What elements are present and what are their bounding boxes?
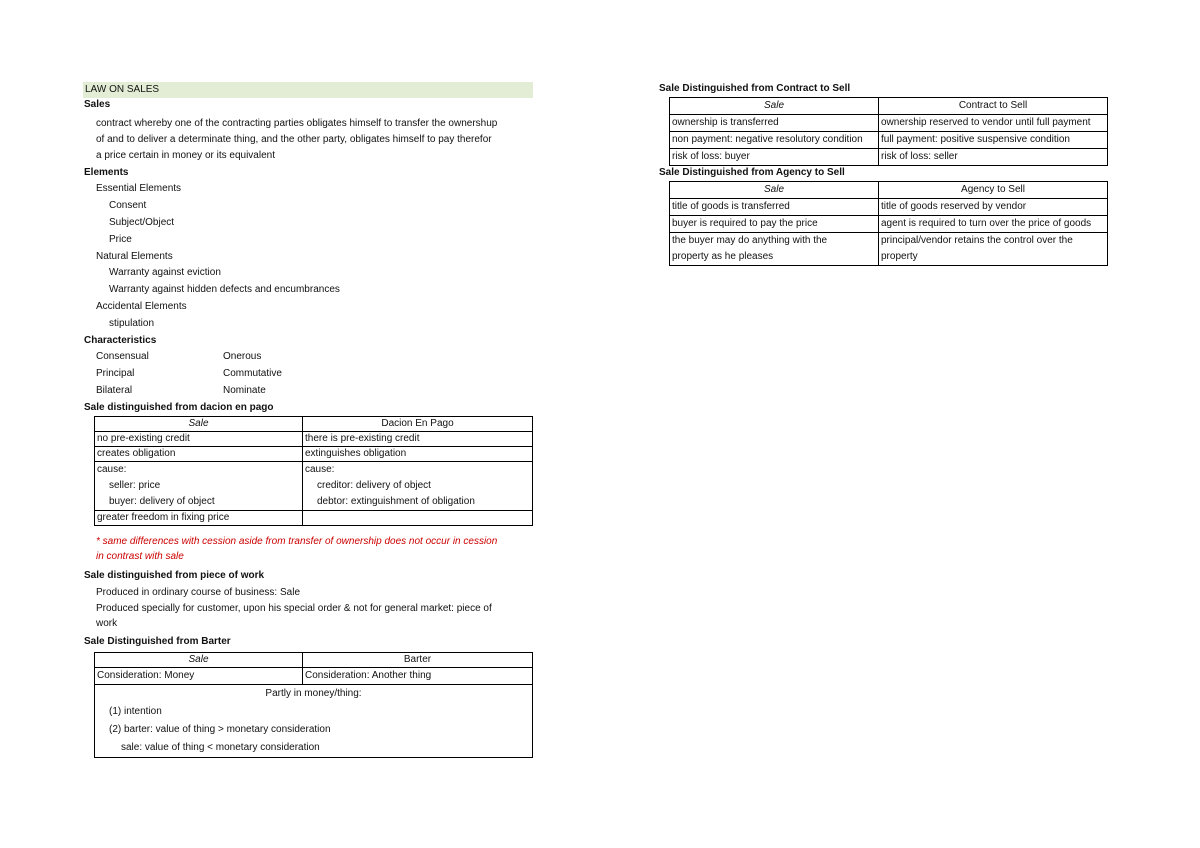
- table-cell: [303, 511, 533, 526]
- table-cell: extinguishes obligation: [303, 447, 533, 462]
- characteristic: Commutative: [223, 368, 282, 379]
- sales-heading: Sales: [84, 99, 111, 110]
- table-row: [95, 685, 533, 758]
- table-cell: buyer is required to pay the price: [670, 216, 879, 233]
- cell-line: principal/vendor retains the control over the: [881, 235, 1073, 246]
- table-row: [670, 216, 1108, 233]
- barter-line: (2) barter: value of thing > monetary consideration: [109, 724, 331, 735]
- table-cell: creates obligation: [95, 447, 303, 462]
- header-cell: Agency to Sell: [879, 182, 1108, 199]
- natural-item: Warranty against eviction: [109, 267, 221, 278]
- agency-to-sell-table: [669, 181, 1108, 266]
- header-cell: Sale: [670, 182, 879, 199]
- table-cell: risk of loss: seller: [879, 149, 1108, 166]
- table-cell: [670, 233, 879, 266]
- piece-of-work-heading: Sale distinguished from piece of work: [84, 570, 265, 581]
- characteristic: Principal: [96, 368, 135, 379]
- page-title: LAW ON SALES: [85, 84, 160, 95]
- piece-line: Produced in ordinary course of business: Sale: [96, 587, 301, 598]
- table-header-row: [670, 98, 1108, 115]
- table-cell: risk of loss: buyer: [670, 149, 879, 166]
- essential-item: Consent: [109, 200, 147, 211]
- table-cell: title of goods reserved by vendor: [879, 199, 1108, 216]
- cession-note-line: in contrast with sale: [96, 551, 184, 562]
- header-cell: Dacion En Pago: [303, 417, 533, 432]
- header-cell: Barter: [303, 653, 533, 668]
- table-row: [95, 462, 533, 511]
- table-header-row: [95, 417, 533, 432]
- table-row: [670, 115, 1108, 132]
- table-row: [95, 447, 533, 462]
- table-row: [670, 132, 1108, 149]
- characteristic: Nominate: [223, 385, 266, 396]
- essential-item: Subject/Object: [109, 217, 175, 228]
- piece-line: work: [96, 618, 118, 629]
- table-header-row: [95, 653, 533, 668]
- cause-line: creditor: delivery of object: [317, 480, 431, 491]
- accidental-elements-heading: Accidental Elements: [96, 301, 187, 312]
- sales-definition-line: of and to deliver a determinate thing, and the other party, obligates himself to pay therefor: [96, 134, 492, 145]
- dacion-heading: Sale distinguished from dacion en pago: [84, 402, 274, 413]
- barter-line: (1) intention: [109, 706, 162, 717]
- table-cell: [95, 462, 303, 511]
- table-row: [670, 199, 1108, 216]
- cause-line: debtor: extinguishment of obligation: [317, 496, 475, 507]
- characteristic: Bilateral: [96, 385, 133, 396]
- elements-heading: Elements: [84, 167, 129, 178]
- agency-to-sell-heading: Sale Distinguished from Agency to Sell: [659, 167, 845, 178]
- essential-elements-heading: Essential Elements: [96, 183, 182, 194]
- cell-line: property: [881, 251, 918, 262]
- table-cell: ownership reserved to vendor until full payment: [879, 115, 1108, 132]
- piece-line: Produced specially for customer, upon his special order & not for general market: piece of: [96, 603, 492, 614]
- cause-label: cause:: [97, 464, 127, 475]
- natural-elements-heading: Natural Elements: [96, 251, 173, 262]
- table-cell: ownership is transferred: [670, 115, 879, 132]
- barter-heading: Sale Distinguished from Barter: [84, 636, 231, 647]
- table-cell: Consideration: Another thing: [303, 668, 533, 685]
- partly-label: Partly in money/thing:: [265, 688, 362, 699]
- cell-line: property as he pleases: [672, 251, 774, 262]
- cause-label: cause:: [305, 464, 335, 475]
- cell-line: the buyer may do anything with the: [672, 235, 828, 246]
- table-row: [95, 432, 533, 447]
- characteristic: Onerous: [223, 351, 262, 362]
- table-header-row: [670, 182, 1108, 199]
- contract-to-sell-table: [669, 97, 1108, 166]
- table-row: [95, 511, 533, 526]
- table-cell: [303, 462, 533, 511]
- characteristics-heading: Characteristics: [84, 335, 157, 346]
- table-row: [670, 233, 1108, 266]
- characteristic: Consensual: [96, 351, 149, 362]
- cause-line: buyer: delivery of object: [109, 496, 215, 507]
- table-cell: no pre-existing credit: [95, 432, 303, 447]
- essential-item: Price: [109, 234, 132, 245]
- barter-line: sale: value of thing < monetary consideration: [121, 742, 320, 753]
- contract-to-sell-heading: Sale Distinguished from Contract to Sell: [659, 83, 851, 94]
- table-row: [95, 668, 533, 685]
- sales-definition-line: a price certain in money or its equivalent: [96, 150, 275, 161]
- table-cell: agent is required to turn over the price of goods: [879, 216, 1108, 233]
- table-cell: Consideration: Money: [95, 668, 303, 685]
- header-cell: Sale: [95, 653, 303, 668]
- table-cell: [95, 685, 533, 758]
- table-cell: [879, 233, 1108, 266]
- accidental-item: stipulation: [109, 318, 155, 329]
- natural-item: Warranty against hidden defects and encumbrances: [109, 284, 340, 295]
- table-cell: non payment: negative resolutory condition: [670, 132, 879, 149]
- dacion-table: [94, 416, 533, 526]
- table-cell: greater freedom in fixing price: [95, 511, 303, 526]
- sales-definition-line: contract whereby one of the contracting parties obligates himself to transfer the ownershup: [96, 118, 498, 129]
- barter-table: [94, 652, 533, 758]
- cause-line: seller: price: [109, 480, 161, 491]
- header-cell: Sale: [95, 417, 303, 432]
- table-cell: title of goods is transferred: [670, 199, 879, 216]
- cession-note-line: * same differences with cession aside from transfer of ownership does not occur in cession: [96, 536, 498, 547]
- table-row: [670, 149, 1108, 166]
- table-cell: full payment: positive suspensive condition: [879, 132, 1108, 149]
- table-cell: there is pre-existing credit: [303, 432, 533, 447]
- header-cell: Contract to Sell: [879, 98, 1108, 115]
- header-cell: Sale: [670, 98, 879, 115]
